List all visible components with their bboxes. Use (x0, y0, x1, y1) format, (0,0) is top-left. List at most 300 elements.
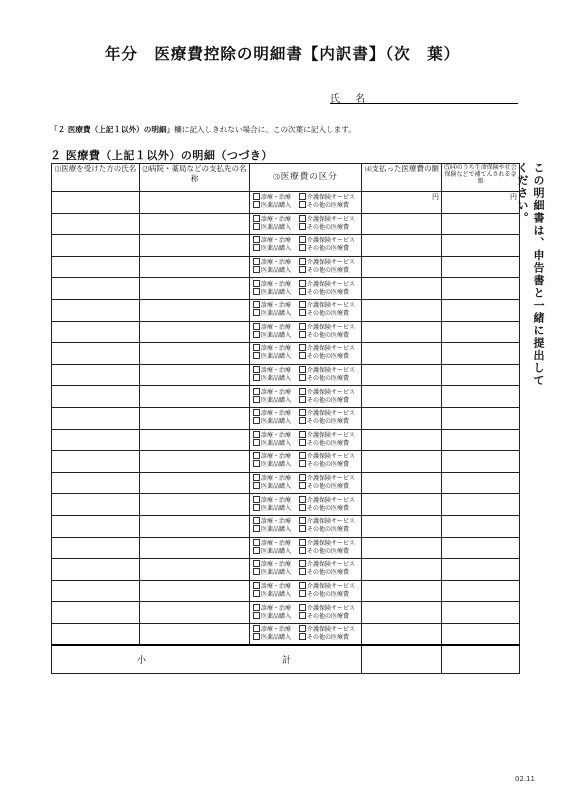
checkbox[interactable] (253, 625, 260, 632)
option-label: その他の医療費 (307, 526, 350, 534)
checkbox[interactable] (253, 374, 260, 381)
option-label: 診療・治療 (261, 475, 292, 483)
checkbox[interactable] (253, 460, 260, 467)
option-label: 介護保険サービス (307, 215, 356, 223)
patient-name-cell[interactable] (52, 472, 140, 494)
intro-bold: 「２ 医療費（上記１以外）の明細」 (50, 125, 175, 134)
reimbursed-amount-cell[interactable] (442, 364, 520, 386)
option-label: その他の医療費 (307, 223, 350, 231)
option-label: 医薬品購入 (261, 245, 292, 253)
checkbox[interactable] (299, 331, 306, 338)
checkbox[interactable] (299, 223, 306, 230)
option-label: 介護保険サービス (307, 475, 356, 483)
checkbox[interactable] (253, 323, 260, 330)
category-cell (250, 407, 362, 429)
amount-paid-cell[interactable] (362, 343, 442, 365)
option-label: 医薬品購入 (261, 569, 292, 577)
checkbox[interactable] (253, 223, 260, 230)
option-label: 診療・治療 (261, 345, 292, 353)
patient-name-cell[interactable] (52, 256, 140, 278)
option-label: 診療・治療 (261, 388, 292, 396)
option-label: その他の医療費 (307, 569, 350, 577)
option-label: 介護保険サービス (307, 280, 356, 288)
amount-paid-cell[interactable] (362, 451, 442, 473)
medical-expense-table (51, 163, 520, 674)
reimbursed-amount-cell[interactable] (442, 299, 520, 321)
amount-paid-cell[interactable] (362, 386, 442, 408)
option-label: 診療・治療 (261, 453, 292, 461)
table-row (52, 278, 520, 300)
checkbox[interactable] (299, 309, 306, 316)
option-label: 介護保険サービス (307, 302, 356, 310)
patient-name-cell[interactable] (52, 537, 140, 559)
checkbox[interactable] (299, 301, 306, 308)
checkbox[interactable] (253, 517, 260, 524)
checkbox[interactable] (299, 568, 306, 575)
checkbox[interactable] (253, 590, 260, 597)
yen-unit: 円 (432, 193, 439, 201)
option-label: 介護保険サービス (307, 194, 356, 202)
payee-name-cell[interactable] (140, 580, 250, 602)
checkbox[interactable] (253, 309, 260, 316)
payee-name-cell[interactable] (140, 256, 250, 278)
option-label: 介護保険サービス (307, 518, 356, 526)
checkbox[interactable] (253, 236, 260, 243)
checkbox[interactable] (253, 352, 260, 359)
payee-name-cell[interactable] (140, 472, 250, 494)
header-expense-category: ⑶医療費の区分 (250, 164, 362, 192)
table-row (52, 537, 520, 559)
reimbursed-amount-cell[interactable] (442, 343, 520, 365)
reimbursed-amount-cell[interactable] (442, 580, 520, 602)
patient-name-cell[interactable] (52, 235, 140, 257)
category-cell (250, 472, 362, 494)
yen-unit: 円 (510, 193, 517, 201)
checkbox[interactable] (253, 482, 260, 489)
category-cell (250, 602, 362, 624)
patient-name-cell[interactable] (52, 321, 140, 343)
checkbox[interactable] (253, 633, 260, 640)
checkbox[interactable] (299, 539, 306, 546)
checkbox[interactable] (253, 525, 260, 532)
category-cell (250, 192, 362, 214)
option-label: 介護保険サービス (307, 259, 356, 267)
amount-paid-cell[interactable] (362, 321, 442, 343)
checkbox[interactable] (253, 417, 260, 424)
header-reimbursed-amount: ⑸⑷のうち生命保険や社会保険などで補てんされる金額 (442, 164, 520, 192)
checkbox[interactable] (299, 474, 306, 481)
patient-name-cell[interactable] (52, 515, 140, 537)
option-label: 介護保険サービス (307, 345, 356, 353)
checkbox[interactable] (299, 633, 306, 640)
option-label: 介護保険サービス (307, 323, 356, 331)
category-cell (250, 494, 362, 516)
payee-name-cell[interactable] (140, 494, 250, 516)
option-label: その他の医療費 (307, 396, 350, 404)
payee-name-cell[interactable] (140, 192, 250, 214)
option-label: その他の医療費 (307, 418, 350, 426)
reimbursed-amount-cell[interactable] (442, 213, 520, 235)
amount-paid-cell[interactable] (362, 364, 442, 386)
reimbursed-amount-cell[interactable] (442, 321, 520, 343)
patient-name-cell[interactable] (52, 559, 140, 581)
category-cell (250, 429, 362, 451)
option-label: その他の医療費 (307, 375, 350, 383)
patient-name-cell[interactable] (52, 407, 140, 429)
section-title: ２ 医療費（上記１以外）の明細（つづき） (50, 149, 273, 162)
option-label: 医薬品購入 (261, 461, 292, 469)
category-cell (250, 515, 362, 537)
table-row (52, 623, 520, 645)
checkbox[interactable] (253, 539, 260, 546)
reimbursed-amount-cell[interactable] (442, 192, 520, 214)
category-cell (250, 278, 362, 300)
amount-paid-cell[interactable] (362, 256, 442, 278)
option-label: 医薬品購入 (261, 267, 292, 275)
option-label: 介護保険サービス (307, 410, 356, 418)
payee-name-cell[interactable] (140, 623, 250, 645)
amount-paid-cell[interactable] (362, 494, 442, 516)
checkbox[interactable] (253, 409, 260, 416)
amount-paid-cell[interactable] (362, 278, 442, 300)
option-label: 診療・治療 (261, 367, 292, 375)
checkbox[interactable] (253, 215, 260, 222)
option-label: 診療・治療 (261, 496, 292, 504)
table-row (52, 429, 520, 451)
checkbox[interactable] (253, 201, 260, 208)
name-label: 氏 名 (330, 94, 372, 105)
checkbox[interactable] (299, 460, 306, 467)
checkbox[interactable] (299, 374, 306, 381)
option-label: 医薬品購入 (261, 634, 292, 642)
checkbox[interactable] (253, 474, 260, 481)
checkbox[interactable] (299, 452, 306, 459)
payee-name-cell[interactable] (140, 343, 250, 365)
checkbox[interactable] (299, 266, 306, 273)
checkbox[interactable] (253, 431, 260, 438)
checkbox[interactable] (299, 409, 306, 416)
amount-paid-cell[interactable] (362, 537, 442, 559)
option-label: その他の医療費 (307, 267, 350, 275)
reimbursed-amount-cell[interactable] (442, 235, 520, 257)
header-patient-name: ⑴医療を受けた方の氏名 (52, 164, 140, 192)
option-label: 介護保険サービス (307, 626, 356, 634)
checkbox[interactable] (253, 560, 260, 567)
checkbox[interactable] (253, 388, 260, 395)
payee-name-cell[interactable] (140, 235, 250, 257)
patient-name-cell[interactable] (52, 451, 140, 473)
name-field[interactable] (330, 90, 518, 104)
payee-name-cell[interactable] (140, 278, 250, 300)
option-label: 医薬品購入 (261, 223, 292, 231)
checkbox[interactable] (299, 547, 306, 554)
header-amount-paid: ⑷支払った医療費の額 (362, 164, 442, 192)
checkbox[interactable] (253, 439, 260, 446)
checkbox[interactable] (299, 604, 306, 611)
checkbox[interactable] (299, 352, 306, 359)
category-cell (250, 559, 362, 581)
reimbursed-amount-cell[interactable] (442, 451, 520, 473)
checkbox[interactable] (299, 236, 306, 243)
amount-paid-cell[interactable] (362, 299, 442, 321)
table-row (52, 559, 520, 581)
checkbox[interactable] (299, 280, 306, 287)
option-label: その他の医療費 (307, 288, 350, 296)
option-label: 医薬品購入 (261, 439, 292, 447)
option-label: 介護保険サービス (307, 604, 356, 612)
payee-name-cell[interactable] (140, 299, 250, 321)
category-cell (250, 580, 362, 602)
checkbox[interactable] (299, 258, 306, 265)
reimbursed-amount-cell[interactable] (442, 472, 520, 494)
payee-name-cell[interactable] (140, 386, 250, 408)
table-row (52, 364, 520, 386)
option-label: 医薬品購入 (261, 331, 292, 339)
reimbursed-amount-cell[interactable] (442, 494, 520, 516)
option-label: 医薬品購入 (261, 375, 292, 383)
option-label: 診療・治療 (261, 410, 292, 418)
option-label: 介護保険サービス (307, 539, 356, 547)
reimbursed-amount-cell[interactable] (442, 386, 520, 408)
checkbox[interactable] (299, 431, 306, 438)
patient-name-cell[interactable] (52, 213, 140, 235)
category-cell (250, 256, 362, 278)
option-label: 診療・治療 (261, 323, 292, 331)
table-row (52, 235, 520, 257)
category-cell (250, 537, 362, 559)
checkbox[interactable] (299, 344, 306, 351)
checkbox[interactable] (299, 482, 306, 489)
reimbursed-amount-cell[interactable] (442, 537, 520, 559)
checkbox[interactable] (299, 288, 306, 295)
subtotal-row (52, 645, 520, 674)
option-label: 診療・治療 (261, 626, 292, 634)
amount-paid-cell[interactable] (362, 213, 442, 235)
checkbox[interactable] (299, 439, 306, 446)
amount-paid-cell[interactable] (362, 623, 442, 645)
checkbox[interactable] (253, 604, 260, 611)
option-label: 医薬品購入 (261, 288, 292, 296)
patient-name-cell[interactable] (52, 580, 140, 602)
option-label: 医薬品購入 (261, 353, 292, 361)
option-label: 診療・治療 (261, 280, 292, 288)
checkbox[interactable] (299, 582, 306, 589)
patient-name-cell[interactable] (52, 299, 140, 321)
option-label: 診療・治療 (261, 194, 292, 202)
side-note: この明細書は、申告書と一緒に提出してください。 (516, 162, 545, 387)
checkbox[interactable] (253, 366, 260, 373)
payee-name-cell[interactable] (140, 602, 250, 624)
category-cell (250, 364, 362, 386)
payee-name-cell[interactable] (140, 451, 250, 473)
reimbursed-amount-cell[interactable] (442, 256, 520, 278)
checkbox[interactable] (253, 244, 260, 251)
option-label: その他の医療費 (307, 245, 350, 253)
amount-paid-cell[interactable] (362, 235, 442, 257)
option-label: 介護保険サービス (307, 453, 356, 461)
option-label: その他の医療費 (307, 439, 350, 447)
checkbox[interactable] (299, 215, 306, 222)
option-label: その他の医療費 (307, 353, 350, 361)
checkbox[interactable] (253, 301, 260, 308)
checkbox[interactable] (253, 396, 260, 403)
checkbox[interactable] (299, 496, 306, 503)
reimbursed-amount-cell[interactable] (442, 515, 520, 537)
checkbox[interactable] (253, 547, 260, 554)
reimbursed-amount-cell[interactable] (442, 559, 520, 581)
reimbursed-amount-cell[interactable] (442, 602, 520, 624)
checkbox[interactable] (253, 193, 260, 200)
payee-name-cell[interactable] (140, 213, 250, 235)
payee-name-cell[interactable] (140, 321, 250, 343)
checkbox[interactable] (299, 612, 306, 619)
table-row (52, 494, 520, 516)
option-label: 介護保険サービス (307, 496, 356, 504)
checkbox[interactable] (253, 288, 260, 295)
option-label: 介護保険サービス (307, 582, 356, 590)
payee-name-cell[interactable] (140, 537, 250, 559)
option-label: 診療・治療 (261, 215, 292, 223)
checkbox[interactable] (299, 244, 306, 251)
patient-name-cell[interactable] (52, 494, 140, 516)
option-label: 診療・治療 (261, 539, 292, 547)
option-label: その他の医療費 (307, 634, 350, 642)
option-label: 診療・治療 (261, 302, 292, 310)
table-row (52, 256, 520, 278)
checkbox[interactable] (299, 193, 306, 200)
category-cell (250, 343, 362, 365)
checkbox[interactable] (299, 323, 306, 330)
checkbox[interactable] (299, 625, 306, 632)
category-cell (250, 321, 362, 343)
option-label: 診療・治療 (261, 561, 292, 569)
patient-name-cell[interactable] (52, 386, 140, 408)
table-row (52, 192, 520, 214)
option-label: 介護保険サービス (307, 237, 356, 245)
checkbox[interactable] (299, 201, 306, 208)
patient-name-cell[interactable] (52, 192, 140, 214)
checkbox[interactable] (253, 344, 260, 351)
checkbox[interactable] (299, 396, 306, 403)
checkbox[interactable] (299, 560, 306, 567)
amount-paid-cell[interactable] (362, 429, 442, 451)
category-cell (250, 623, 362, 645)
checkbox[interactable] (253, 452, 260, 459)
option-label: その他の医療費 (307, 590, 350, 598)
payee-name-cell[interactable] (140, 515, 250, 537)
amount-paid-cell[interactable] (362, 407, 442, 429)
patient-name-cell[interactable] (52, 343, 140, 365)
option-label: 診療・治療 (261, 582, 292, 590)
option-label: その他の医療費 (307, 612, 350, 620)
amount-paid-cell[interactable] (362, 580, 442, 602)
intro-rest: 欄に記入しきれない場合に、この次葉に記入します。 (174, 125, 356, 134)
checkbox[interactable] (253, 258, 260, 265)
reimbursed-amount-cell[interactable] (442, 623, 520, 645)
checkbox[interactable] (253, 496, 260, 503)
option-label: その他の医療費 (307, 483, 350, 491)
option-label: 医薬品購入 (261, 418, 292, 426)
checkbox[interactable] (299, 366, 306, 373)
option-label: その他の医療費 (307, 202, 350, 210)
patient-name-cell[interactable] (52, 429, 140, 451)
reimbursed-amount-cell[interactable] (442, 278, 520, 300)
option-label: 診療・治療 (261, 237, 292, 245)
option-label: 医薬品購入 (261, 612, 292, 620)
category-cell (250, 451, 362, 473)
payee-name-cell[interactable] (140, 407, 250, 429)
option-label: その他の医療費 (307, 331, 350, 339)
reimbursed-amount-cell[interactable] (442, 407, 520, 429)
option-label: その他の医療費 (307, 461, 350, 469)
category-cell (250, 299, 362, 321)
page-title: 年分 医療費控除の明細書【内訳書】（次 葉） (104, 45, 461, 63)
option-label: 介護保険サービス (307, 367, 356, 375)
option-label: 診療・治療 (261, 604, 292, 612)
checkbox[interactable] (253, 331, 260, 338)
checkbox[interactable] (299, 590, 306, 597)
payee-name-cell[interactable] (140, 429, 250, 451)
amount-paid-cell[interactable] (362, 559, 442, 581)
amount-paid-cell[interactable] (362, 602, 442, 624)
option-label: 介護保険サービス (307, 431, 356, 439)
checkbox[interactable] (299, 388, 306, 395)
option-label: 診療・治療 (261, 518, 292, 526)
checkbox[interactable] (299, 517, 306, 524)
checkbox[interactable] (299, 417, 306, 424)
amount-paid-cell[interactable] (362, 192, 442, 214)
option-label: その他の医療費 (307, 504, 350, 512)
patient-name-cell[interactable] (52, 364, 140, 386)
option-label: 医薬品購入 (261, 396, 292, 404)
checkbox[interactable] (253, 280, 260, 287)
page-code: 02.11 (514, 775, 535, 783)
subtotal-reimbursed-cell[interactable] (442, 645, 520, 674)
table-row (52, 386, 520, 408)
option-label: 医薬品購入 (261, 547, 292, 555)
option-label: 介護保険サービス (307, 388, 356, 396)
table-row (52, 451, 520, 473)
checkbox[interactable] (299, 504, 306, 511)
checkbox[interactable] (253, 568, 260, 575)
category-cell (250, 213, 362, 235)
category-cell (250, 386, 362, 408)
payee-name-cell[interactable] (140, 559, 250, 581)
amount-paid-cell[interactable] (362, 472, 442, 494)
checkbox[interactable] (299, 525, 306, 532)
option-label: その他の医療費 (307, 547, 350, 555)
subtotal-label: 小 計 (52, 645, 362, 674)
intro-text (50, 124, 356, 135)
checkbox[interactable] (253, 612, 260, 619)
checkbox[interactable] (253, 266, 260, 273)
table-row (52, 602, 520, 624)
patient-name-cell[interactable] (52, 602, 140, 624)
checkbox[interactable] (253, 582, 260, 589)
patient-name-cell[interactable] (52, 623, 140, 645)
payee-name-cell[interactable] (140, 364, 250, 386)
patient-name-cell[interactable] (52, 278, 140, 300)
table-row (52, 407, 520, 429)
option-label: 医薬品購入 (261, 483, 292, 491)
option-label: 医薬品購入 (261, 504, 292, 512)
reimbursed-amount-cell[interactable] (442, 429, 520, 451)
checkbox[interactable] (253, 504, 260, 511)
option-label: 医薬品購入 (261, 590, 292, 598)
option-label: 介護保険サービス (307, 561, 356, 569)
amount-paid-cell[interactable] (362, 515, 442, 537)
subtotal-amount-cell[interactable] (362, 645, 442, 674)
